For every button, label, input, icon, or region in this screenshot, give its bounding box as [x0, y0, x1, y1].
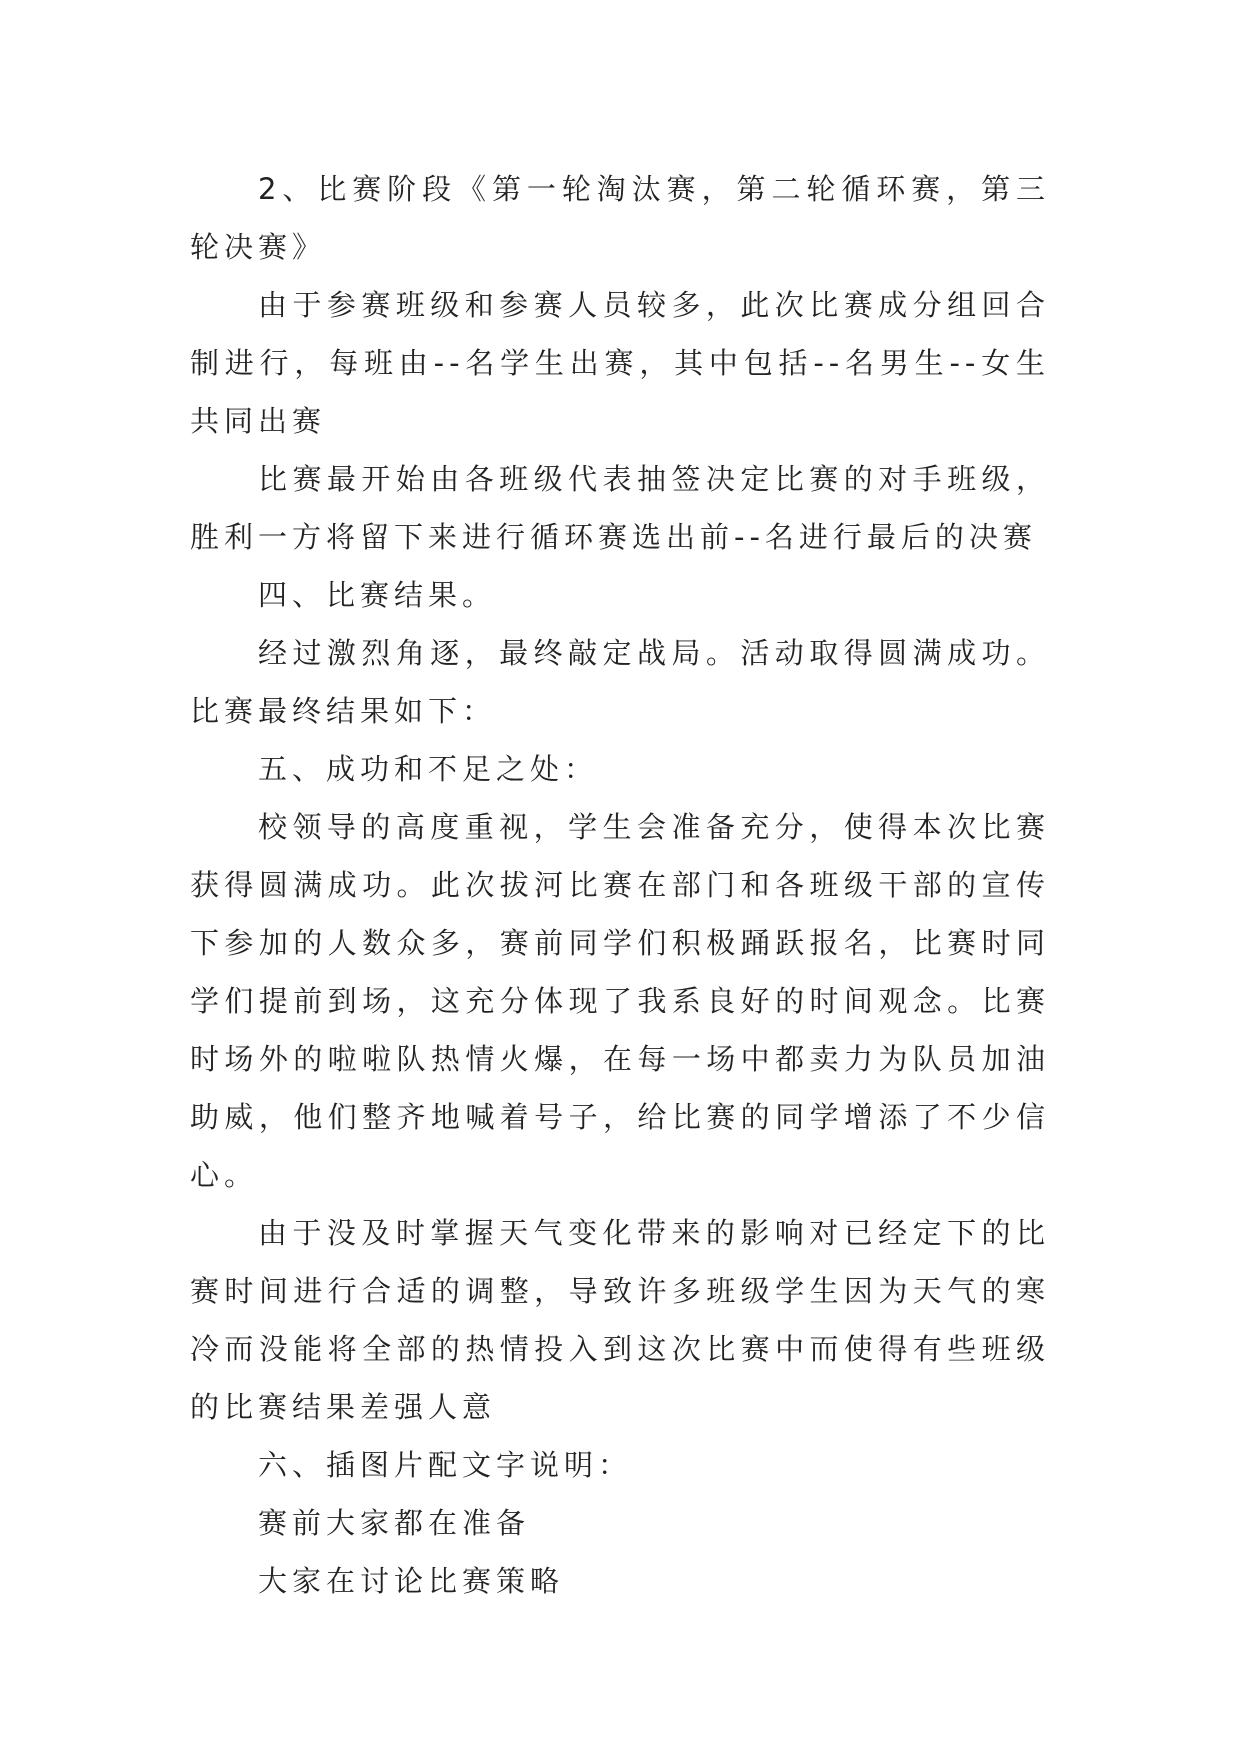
section-heading-success-shortcomings: 五、成功和不足之处：	[258, 752, 599, 786]
section-heading-results: 四、比赛结果。	[258, 578, 497, 612]
document-body	[190, 160, 1050, 1610]
paragraph-success: 校领导的高度重视，学生会准备充分，使得本次比赛获得圆满成功。此次拔河比赛在部门和各班级干部的宣传下参加的人数众多，赛前同学们积极踊跃报名，比赛时同学们提前到场，这充分体现了我系良好的时间观念。比赛时场外的啦啦队热情火爆，在每一场中都卖力为队员加油助威，他们整齐地喊着号子，给比赛的同学增添了不少信心。	[190, 810, 1050, 1192]
paragraph-results: 经过激烈角逐，最终敲定战局。活动取得圆满成功。比赛最终结果如下：	[190, 636, 1050, 728]
paragraph-group-format: 由于参赛班级和参赛人员较多，此次比赛成分组回合制进行，每班由--名学生出赛，其中包括--名男生--女生共同出赛	[190, 288, 1050, 438]
paragraph-draw-rules: 比赛最开始由各班级代表抽签决定比赛的对手班级，胜利一方将留下来进行循环赛选出前--名进行最后的决赛	[190, 462, 1050, 554]
caption-preparation: 赛前大家都在准备	[258, 1506, 531, 1540]
section-heading-illustrations: 六、插图片配文字说明：	[258, 1448, 633, 1482]
paragraph-shortcomings: 由于没及时掌握天气变化带来的影响对已经定下的比赛时间进行合适的调整，导致许多班级学生因为天气的寒冷而没能将全部的热情投入到这次比赛中而使得有些班级的比赛结果差强人意	[190, 1216, 1050, 1424]
paragraph-competition-stages: 2、比赛阶段《第一轮淘汰赛，第二轮循环赛，第三轮决赛》	[190, 172, 1050, 264]
caption-strategy-discussion: 大家在讨论比赛策略	[258, 1564, 565, 1598]
